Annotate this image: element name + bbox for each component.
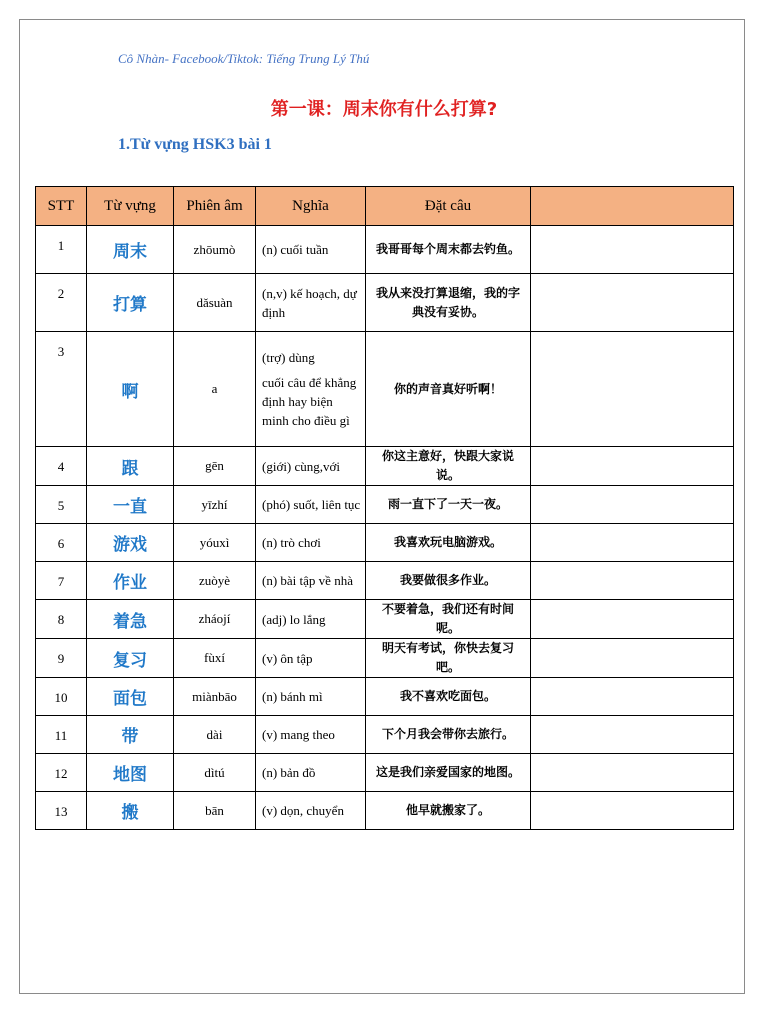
empty-cell bbox=[531, 562, 734, 600]
table-row bbox=[36, 332, 734, 447]
column-header-stt: STT bbox=[36, 187, 87, 226]
empty-cell bbox=[531, 639, 734, 678]
pinyin: dǎsuàn bbox=[174, 274, 256, 332]
vocab-word: 带 bbox=[87, 716, 174, 754]
example-sentence: 我喜欢玩电脑游戏。 bbox=[366, 524, 531, 562]
meaning bbox=[256, 792, 366, 830]
vocab-word: 复习 bbox=[87, 639, 174, 678]
row-number: 6 bbox=[36, 524, 87, 562]
row-number: 7 bbox=[36, 562, 87, 600]
example-sentence: 我要做很多作业。 bbox=[366, 562, 531, 600]
vocab-word: 面包 bbox=[87, 678, 174, 716]
meaning bbox=[256, 716, 366, 754]
row-number: 9 bbox=[36, 639, 87, 678]
meaning bbox=[256, 600, 366, 639]
meaning bbox=[256, 678, 366, 716]
vocab-word: 着急 bbox=[87, 600, 174, 639]
example-sentence: 我从来没打算退缩，我的字典没有妥协。 bbox=[366, 274, 531, 332]
meaning bbox=[256, 486, 366, 524]
row-number: 3 bbox=[36, 332, 87, 447]
pinyin: zuòyè bbox=[174, 562, 256, 600]
pinyin: miànbāo bbox=[174, 678, 256, 716]
meaning-line: (n,v) kế hoạch, dự định bbox=[262, 285, 357, 320]
row-number: 10 bbox=[36, 678, 87, 716]
meaning bbox=[256, 639, 366, 678]
meaning-line: (adj) lo lắng bbox=[262, 611, 326, 627]
vocab-word: 一直 bbox=[87, 486, 174, 524]
vocabulary-table bbox=[35, 186, 734, 830]
vocab-word: 作业 bbox=[87, 562, 174, 600]
column-header-meaning: Nghĩa bbox=[256, 187, 366, 226]
meaning bbox=[256, 447, 366, 486]
example-sentence: 他早就搬家了。 bbox=[366, 792, 531, 830]
table-row bbox=[36, 274, 734, 332]
pinyin: yóuxì bbox=[174, 524, 256, 562]
pinyin: fùxí bbox=[174, 639, 256, 678]
row-number: 8 bbox=[36, 600, 87, 639]
pinyin: zháojí bbox=[174, 600, 256, 639]
table-row bbox=[36, 562, 734, 600]
table-row bbox=[36, 754, 734, 792]
meaning-line: (giới) cùng,với bbox=[262, 458, 341, 474]
pinyin: zhōumò bbox=[174, 226, 256, 274]
empty-cell bbox=[531, 226, 734, 274]
row-number: 11 bbox=[36, 716, 87, 754]
row-number: 4 bbox=[36, 447, 87, 486]
table-row bbox=[36, 792, 734, 830]
example-sentence: 明天有考试，你快去复习吧。 bbox=[366, 639, 531, 678]
row-number: 2 bbox=[36, 274, 87, 332]
meaning-line: (n) bài tập về nhà bbox=[262, 573, 353, 588]
empty-cell bbox=[531, 600, 734, 639]
vocab-word: 游戏 bbox=[87, 524, 174, 562]
example-sentence: 不要着急，我们还有时间呢。 bbox=[366, 600, 531, 639]
meaning-line: (v) dọn, chuyển bbox=[262, 803, 344, 818]
pinyin: dài bbox=[174, 716, 256, 754]
meaning-line: (n) bánh mì bbox=[262, 689, 323, 704]
meaning-line: (v) ôn tập bbox=[262, 650, 313, 666]
table-row bbox=[36, 226, 734, 274]
pinyin: bān bbox=[174, 792, 256, 830]
table-row bbox=[36, 678, 734, 716]
example-sentence: 你的声音真好听啊！ bbox=[366, 332, 531, 447]
vocab-word: 搬 bbox=[87, 792, 174, 830]
empty-cell bbox=[531, 678, 734, 716]
pinyin: a bbox=[174, 332, 256, 447]
column-header-word: Từ vựng bbox=[87, 187, 174, 226]
example-sentence: 我哥哥每个周末都去钓鱼。 bbox=[366, 226, 531, 274]
example-sentence: 雨一直下了一天一夜。 bbox=[366, 486, 531, 524]
empty-cell bbox=[531, 754, 734, 792]
empty-cell bbox=[531, 486, 734, 524]
table-row bbox=[36, 639, 734, 678]
example-sentence: 下个月我会带你去旅行。 bbox=[366, 716, 531, 754]
column-header-extra bbox=[531, 187, 734, 226]
table-row bbox=[36, 486, 734, 524]
row-number: 12 bbox=[36, 754, 87, 792]
meaning-line: (n) trò chơi bbox=[262, 535, 321, 550]
example-sentence: 这是我们亲爱国家的地图。 bbox=[366, 754, 531, 792]
table-row bbox=[36, 524, 734, 562]
pinyin: yīzhí bbox=[174, 486, 256, 524]
table-row bbox=[36, 447, 734, 486]
meaning-line: (n) cuối tuần bbox=[262, 242, 329, 257]
section-heading: 1.Từ vựng HSK3 bài 1 bbox=[118, 136, 272, 153]
meaning bbox=[256, 332, 366, 447]
empty-cell bbox=[531, 792, 734, 830]
lesson-title: 第一课：周末你有什么打算? bbox=[270, 99, 498, 120]
vocab-word: 周末 bbox=[87, 226, 174, 274]
column-header-sentence: Đặt câu bbox=[366, 187, 531, 226]
meaning-line: cuối câu để khẳng định hay biện minh cho điều gì bbox=[262, 375, 357, 428]
vocab-word: 啊 bbox=[87, 332, 174, 447]
meaning bbox=[256, 754, 366, 792]
empty-cell bbox=[531, 447, 734, 486]
table-header-row bbox=[36, 187, 734, 226]
meaning bbox=[256, 274, 366, 332]
author-credit: Cô Nhàn- Facebook/Tiktok: Tiếng Trung Lý Thú bbox=[118, 51, 370, 66]
meaning bbox=[256, 226, 366, 274]
row-number: 1 bbox=[36, 226, 87, 274]
empty-cell bbox=[531, 524, 734, 562]
meaning-line: (phó) suốt, liên tục bbox=[262, 497, 361, 512]
pinyin: dìtú bbox=[174, 754, 256, 792]
meaning bbox=[256, 524, 366, 562]
vocab-word: 跟 bbox=[87, 447, 174, 486]
vocab-word: 地图 bbox=[87, 754, 174, 792]
column-header-pinyin: Phiên âm bbox=[174, 187, 256, 226]
row-number: 5 bbox=[36, 486, 87, 524]
meaning-line: (trợ) dùng bbox=[262, 350, 315, 365]
table-row bbox=[36, 716, 734, 754]
meaning-line: (v) mang theo bbox=[262, 727, 335, 742]
vocab-word: 打算 bbox=[87, 274, 174, 332]
example-sentence: 我不喜欢吃面包。 bbox=[366, 678, 531, 716]
pinyin: gēn bbox=[174, 447, 256, 486]
meaning bbox=[256, 562, 366, 600]
example-sentence: 你这主意好，快跟大家说说。 bbox=[366, 447, 531, 486]
meaning-line: (n) bản đồ bbox=[262, 765, 316, 780]
row-number: 13 bbox=[36, 792, 87, 830]
empty-cell bbox=[531, 716, 734, 754]
empty-cell bbox=[531, 274, 734, 332]
table-row bbox=[36, 600, 734, 639]
empty-cell bbox=[531, 332, 734, 447]
